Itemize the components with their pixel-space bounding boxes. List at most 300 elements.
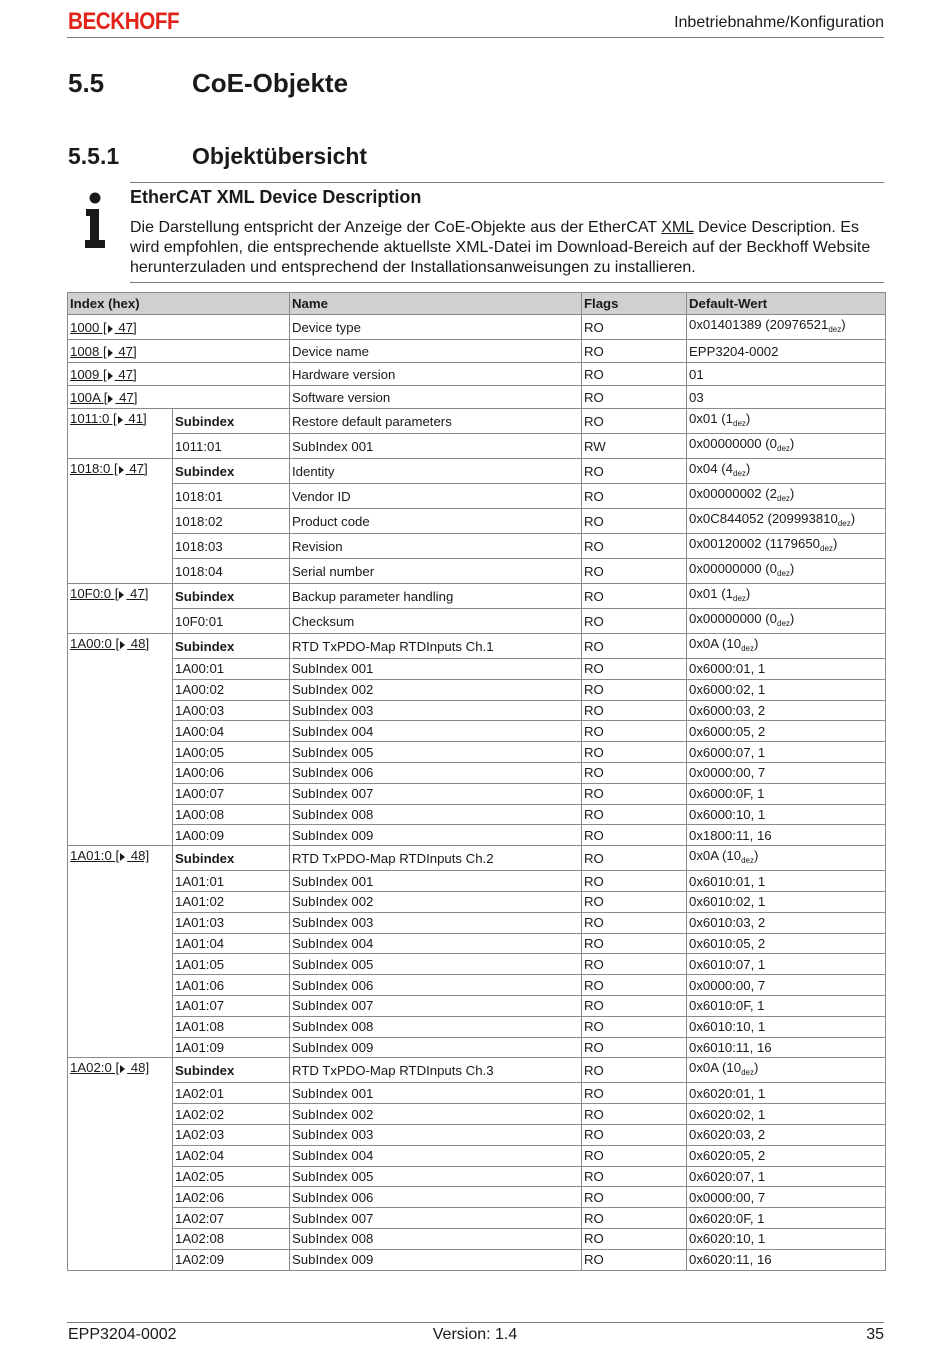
default-cell	[687, 1124, 886, 1145]
index-page: 47]	[114, 343, 137, 359]
default-close-paren: )	[753, 636, 759, 651]
index-value: 1000 [	[70, 319, 107, 335]
default-cell	[687, 825, 886, 846]
index-page: 48]	[127, 1060, 150, 1076]
flags-cell: RO	[582, 825, 687, 846]
table-row	[68, 1208, 886, 1229]
default-value: 0x6000:01, 1	[689, 661, 766, 677]
flags-cell: RO	[582, 721, 687, 742]
flags-cell: RO	[582, 995, 687, 1016]
table-row	[68, 721, 886, 742]
index-link[interactable]	[70, 367, 137, 382]
table-row	[68, 1228, 886, 1249]
default-value: 0x00120002 (1179650	[689, 536, 821, 551]
beckhoff-logo: BECKHOFF	[68, 8, 180, 35]
default-value: 0x6000:0F, 1	[689, 786, 765, 802]
index-cell	[68, 459, 173, 584]
subindex-cell: 1A01:08	[173, 1016, 290, 1037]
default-value: 0x01 (1	[689, 411, 733, 426]
index-page: 48]	[127, 636, 150, 651]
footer-divider	[67, 1322, 884, 1323]
default-value: 03	[689, 389, 704, 405]
name-cell: SubIndex 006	[290, 762, 582, 783]
default-cell	[687, 742, 886, 763]
name-cell: SubIndex 005	[290, 742, 582, 763]
name-cell: RTD TxPDO-Map RTDInputs Ch.3	[290, 1058, 582, 1083]
subindex-cell: Subindex	[173, 584, 290, 609]
default-value: 0x00000000 (0	[689, 611, 777, 626]
section-heading	[68, 68, 348, 99]
default-value: 0x6000:10, 1	[689, 806, 766, 822]
dez-subscript: dez	[820, 544, 833, 553]
table-row	[68, 933, 886, 954]
default-cell	[687, 804, 886, 825]
default-cell	[687, 484, 886, 509]
default-cell	[687, 1016, 886, 1037]
default-cell	[687, 509, 886, 534]
dez-subscript: dez	[828, 325, 842, 334]
dez-subscript: dez	[741, 644, 754, 653]
flags-cell: RO	[582, 340, 687, 363]
page-link-arrow-icon	[108, 395, 113, 403]
subindex-cell: 1A02:09	[173, 1249, 290, 1270]
name-cell: SubIndex 006	[290, 1187, 582, 1208]
name-cell: SubIndex 005	[290, 954, 582, 975]
flags-cell: RO	[582, 484, 687, 509]
subindex-cell: Subindex	[173, 846, 290, 871]
default-cell	[687, 891, 886, 912]
default-cell	[687, 584, 886, 609]
flags-cell: RO	[582, 634, 687, 659]
default-cell	[687, 762, 886, 783]
default-cell	[687, 700, 886, 721]
index-cell	[68, 340, 290, 363]
flags-cell: RO	[582, 783, 687, 804]
flags-cell: RO	[582, 846, 687, 871]
default-cell	[687, 559, 886, 584]
index-page: 48]	[127, 848, 150, 864]
table-row	[68, 340, 886, 363]
default-value: 0x6020:10, 1	[689, 1231, 766, 1247]
subindex-cell: 1A00:02	[173, 679, 290, 700]
default-value: 0x6020:02, 1	[689, 1106, 766, 1122]
table-row	[68, 584, 886, 609]
default-value: 0x00000000 (0	[689, 436, 777, 451]
table-row	[68, 954, 886, 975]
header-default: Default-Wert	[687, 293, 886, 315]
subindex-cell: 1A01:02	[173, 891, 290, 912]
header-flags: Flags	[582, 293, 687, 315]
default-cell	[687, 1037, 886, 1058]
flags-cell: RO	[582, 659, 687, 680]
index-cell	[68, 315, 290, 340]
name-cell: Device name	[290, 340, 582, 363]
default-cell	[687, 995, 886, 1016]
table-row	[68, 825, 886, 846]
name-cell: SubIndex 008	[290, 1016, 582, 1037]
table-row	[68, 559, 886, 584]
table-row	[68, 975, 886, 996]
default-cell	[687, 1187, 886, 1208]
table-row	[68, 534, 886, 559]
table-row	[68, 891, 886, 912]
subindex-cell: Subindex	[173, 409, 290, 434]
default-close-paren: )	[753, 848, 759, 864]
index-page: 47]	[114, 366, 137, 382]
default-cell	[687, 1058, 886, 1083]
index-value: 10F0:0 [	[70, 586, 119, 601]
subindex-cell: 1A00:05	[173, 742, 290, 763]
index-link[interactable]	[70, 390, 137, 405]
default-cell	[687, 871, 886, 892]
name-cell: SubIndex 008	[290, 804, 582, 825]
default-cell	[687, 954, 886, 975]
index-value: 1009 [	[70, 366, 107, 382]
default-close-paren: )	[841, 317, 846, 332]
default-value: 0x6000:05, 2	[689, 723, 766, 739]
default-value: 0x0000:00, 7	[689, 1189, 766, 1205]
name-cell: SubIndex 008	[290, 1228, 582, 1249]
default-close-paren: )	[789, 561, 795, 576]
note-title: EtherCAT XML Device Description	[130, 187, 422, 207]
flags-cell: RO	[582, 584, 687, 609]
table-row	[68, 1187, 886, 1208]
default-value: 0x1800:11, 16	[689, 827, 772, 843]
default-cell	[687, 783, 886, 804]
index-value: 1018:0 [	[70, 461, 118, 476]
note-text-after: Device Description. Es wird empfohlen, die entsprechende aktuellste XML-Datei im Download-Bereich auf der Beckhoff Website herunterzuladen und entsprechend der Installationsanweisungen zu installieren.	[130, 219, 871, 276]
name-cell: SubIndex 002	[290, 891, 582, 912]
default-cell	[687, 912, 886, 933]
index-link[interactable]	[70, 411, 147, 426]
table-row	[68, 995, 886, 1016]
default-close-paren: )	[745, 586, 751, 601]
note-divider-bottom	[130, 282, 884, 283]
header-name: Name	[290, 293, 582, 315]
index-page: 41]	[124, 411, 147, 426]
index-cell	[68, 386, 290, 409]
default-value: 0x01 (1	[689, 586, 733, 601]
table-row	[68, 484, 886, 509]
subindex-cell: 1A02:05	[173, 1166, 290, 1187]
name-cell: SubIndex 002	[290, 1104, 582, 1125]
table-row	[68, 804, 886, 825]
default-value: 0x6010:10, 1	[689, 1019, 766, 1035]
flags-cell: RO	[582, 1124, 687, 1145]
table-row	[68, 1145, 886, 1166]
flags-cell: RO	[582, 1145, 687, 1166]
subindex-cell: 1A02:01	[173, 1083, 290, 1104]
name-cell: SubIndex 001	[290, 871, 582, 892]
flags-cell: RO	[582, 679, 687, 700]
flags-cell: RO	[582, 1228, 687, 1249]
subindex-cell: 1A02:06	[173, 1187, 290, 1208]
table-row	[68, 846, 886, 871]
name-cell: SubIndex 007	[290, 783, 582, 804]
index-cell	[68, 584, 173, 634]
index-value: 100A [	[70, 389, 108, 405]
default-cell	[687, 459, 886, 484]
note-xml-link[interactable]: XML	[661, 219, 694, 236]
name-cell: Checksum	[290, 609, 582, 634]
flags-cell: RO	[582, 534, 687, 559]
index-cell	[68, 363, 290, 386]
index-link[interactable]	[70, 586, 148, 601]
table-row	[68, 315, 886, 340]
table-row	[68, 659, 886, 680]
name-cell: SubIndex 009	[290, 1037, 582, 1058]
name-cell: SubIndex 003	[290, 1124, 582, 1145]
table-row	[68, 742, 886, 763]
flags-cell: RO	[582, 559, 687, 584]
subindex-cell: 1A00:07	[173, 783, 290, 804]
table-body	[68, 315, 886, 1271]
page-link-arrow-icon	[119, 591, 124, 599]
dez-subscript: dez	[777, 569, 790, 578]
index-cell	[68, 409, 173, 459]
subindex-cell: 1A01:05	[173, 954, 290, 975]
dez-subscript: dez	[733, 594, 746, 603]
index-cell	[68, 634, 173, 846]
index-link[interactable]	[70, 1060, 149, 1075]
default-value: 0x0C844052 (209993810	[689, 511, 838, 526]
flags-cell: RO	[582, 1166, 687, 1187]
subindex-cell: 1018:03	[173, 534, 290, 559]
table-row	[68, 363, 886, 386]
note-text-before: Die Darstellung entspricht der Anzeige der CoE-Objekte aus der EtherCAT	[130, 219, 662, 236]
name-cell: RTD TxPDO-Map RTDInputs Ch.2	[290, 846, 582, 871]
table-row	[68, 609, 886, 634]
default-value: 0x6020:03, 2	[689, 1127, 766, 1143]
name-cell: Product code	[290, 509, 582, 534]
flags-cell: RO	[582, 742, 687, 763]
default-value: 0x6010:03, 2	[689, 915, 766, 931]
default-value: 0x6010:07, 1	[689, 956, 766, 972]
flags-cell: RO	[582, 1016, 687, 1037]
default-cell	[687, 315, 886, 340]
flags-cell: RO	[582, 1058, 687, 1083]
table-row	[68, 1083, 886, 1104]
dez-subscript: dez	[741, 1068, 754, 1078]
default-value: 0x0A (10	[689, 1060, 742, 1076]
default-value: 0x6010:01, 1	[689, 873, 766, 889]
index-value: 1011:0 [	[70, 411, 117, 426]
table-row	[68, 762, 886, 783]
default-cell	[687, 434, 886, 459]
table-row	[68, 386, 886, 409]
flags-cell: RO	[582, 315, 687, 340]
default-cell	[687, 1145, 886, 1166]
table-header-row	[68, 293, 886, 315]
index-link[interactable]	[70, 344, 137, 359]
subindex-cell: 1A01:01	[173, 871, 290, 892]
subindex-cell: 1A02:02	[173, 1104, 290, 1125]
subsection-heading	[68, 143, 367, 170]
name-cell: SubIndex 001	[290, 659, 582, 680]
flags-cell: RO	[582, 409, 687, 434]
name-cell: Revision	[290, 534, 582, 559]
name-cell: Hardware version	[290, 363, 582, 386]
default-value: 0x01401389 (20976521	[689, 317, 829, 332]
flags-cell: RO	[582, 933, 687, 954]
dez-subscript: dez	[777, 494, 790, 503]
subsection-number: 5.5.1	[68, 143, 120, 169]
subindex-cell: 1018:02	[173, 509, 290, 534]
default-value: 0x6020:0F, 1	[689, 1210, 765, 1226]
name-cell: SubIndex 004	[290, 933, 582, 954]
subindex-cell: 1A02:07	[173, 1208, 290, 1229]
index-value: 1A02:0 [	[70, 1060, 120, 1076]
index-page: 47]	[114, 319, 137, 335]
default-close-paren: )	[745, 461, 751, 476]
subindex-cell: Subindex	[173, 1058, 290, 1083]
dez-subscript: dez	[837, 519, 851, 528]
default-cell	[687, 386, 886, 409]
index-value: 1A00:0 [	[70, 636, 120, 651]
table-row	[68, 871, 886, 892]
name-cell: SubIndex 003	[290, 700, 582, 721]
page-link-arrow-icon	[108, 325, 113, 333]
dez-subscript: dez	[777, 444, 790, 453]
header-section-title: Inbetriebnahme/Konfiguration	[674, 14, 884, 31]
table-row	[68, 1249, 886, 1270]
default-close-paren: )	[753, 1060, 759, 1076]
note-divider-top	[130, 182, 884, 183]
default-value: 0x0A (10	[689, 848, 742, 864]
index-link[interactable]	[70, 320, 137, 335]
default-close-paren: )	[850, 511, 856, 526]
page-link-arrow-icon	[108, 372, 113, 380]
flags-cell: RO	[582, 1249, 687, 1270]
subindex-cell: 1018:01	[173, 484, 290, 509]
subindex-cell: 1018:04	[173, 559, 290, 584]
table-row	[68, 434, 886, 459]
flags-cell: RW	[582, 434, 687, 459]
name-cell: SubIndex 009	[290, 825, 582, 846]
table-row	[68, 1124, 886, 1145]
default-value: 0x0000:00, 7	[689, 765, 766, 781]
default-value: EPP3204-0002	[689, 343, 779, 359]
name-cell: SubIndex 006	[290, 975, 582, 996]
index-value: 1008 [	[70, 343, 107, 359]
default-value: 0x6020:05, 2	[689, 1148, 766, 1164]
default-cell	[687, 1208, 886, 1229]
default-cell	[687, 1166, 886, 1187]
table-row	[68, 634, 886, 659]
default-cell	[687, 634, 886, 659]
subindex-cell: Subindex	[173, 634, 290, 659]
name-cell: Restore default parameters	[290, 409, 582, 434]
table-row	[68, 1037, 886, 1058]
footer-page-number: 35	[866, 1326, 884, 1343]
table-row	[68, 700, 886, 721]
default-value: 0x0000:00, 7	[689, 977, 766, 993]
name-cell: Software version	[290, 386, 582, 409]
page-link-arrow-icon	[118, 416, 123, 424]
coe-object-table	[67, 292, 886, 1271]
default-value: 0x00000000 (0	[689, 561, 777, 576]
subindex-cell: 1A00:04	[173, 721, 290, 742]
default-cell	[687, 1249, 886, 1270]
default-value: 0x6010:02, 1	[689, 894, 766, 910]
index-link[interactable]	[70, 848, 149, 863]
flags-cell: RO	[582, 1187, 687, 1208]
index-link[interactable]	[70, 636, 149, 651]
default-close-paren: )	[789, 486, 795, 501]
subindex-cell: 1A00:03	[173, 700, 290, 721]
default-cell	[687, 363, 886, 386]
table-row	[68, 459, 886, 484]
subindex-cell: 1A00:01	[173, 659, 290, 680]
index-page: 47]	[126, 586, 149, 601]
flags-cell: RO	[582, 1104, 687, 1125]
flags-cell: RO	[582, 363, 687, 386]
note-text	[130, 218, 890, 278]
default-cell	[687, 1104, 886, 1125]
flags-cell: RO	[582, 509, 687, 534]
subindex-cell: 1A00:06	[173, 762, 290, 783]
flags-cell: RO	[582, 804, 687, 825]
flags-cell: RO	[582, 954, 687, 975]
name-cell: SubIndex 009	[290, 1249, 582, 1270]
name-cell: Serial number	[290, 559, 582, 584]
name-cell: SubIndex 003	[290, 912, 582, 933]
subindex-cell: 1A00:09	[173, 825, 290, 846]
table-row	[68, 912, 886, 933]
default-value: 0x04 (4	[689, 461, 733, 476]
default-cell	[687, 609, 886, 634]
flags-cell: RO	[582, 1083, 687, 1104]
flags-cell: RO	[582, 1037, 687, 1058]
default-cell	[687, 409, 886, 434]
default-cell	[687, 340, 886, 363]
dez-subscript: dez	[741, 856, 754, 866]
table-row	[68, 1058, 886, 1083]
name-cell: SubIndex 001	[290, 434, 582, 459]
default-cell	[687, 846, 886, 871]
index-link[interactable]	[70, 461, 148, 476]
subindex-cell: 10F0:01	[173, 609, 290, 634]
default-value: 0x6000:02, 1	[689, 682, 766, 698]
default-value: 0x6010:0F, 1	[689, 998, 765, 1014]
flags-cell: RO	[582, 459, 687, 484]
default-value: 0x0A (10	[689, 636, 742, 651]
index-page: 47]	[115, 389, 138, 405]
name-cell: RTD TxPDO-Map RTDInputs Ch.1	[290, 634, 582, 659]
table-row	[68, 1166, 886, 1187]
table-row	[68, 783, 886, 804]
flags-cell: RO	[582, 975, 687, 996]
flags-cell: RO	[582, 912, 687, 933]
dez-subscript: dez	[733, 419, 746, 428]
default-close-paren: )	[789, 436, 795, 451]
page-link-arrow-icon	[120, 853, 125, 861]
default-value: 0x6000:07, 1	[689, 744, 766, 760]
page-link-arrow-icon	[120, 1065, 125, 1073]
name-cell: Vendor ID	[290, 484, 582, 509]
default-value: 0x6010:11, 16	[689, 1039, 772, 1055]
name-cell: SubIndex 007	[290, 995, 582, 1016]
table-row	[68, 409, 886, 434]
name-cell: Identity	[290, 459, 582, 484]
default-cell	[687, 534, 886, 559]
name-cell: SubIndex 004	[290, 1145, 582, 1166]
dez-subscript: dez	[777, 619, 790, 628]
page-link-arrow-icon	[119, 466, 124, 474]
default-close-paren: )	[745, 411, 751, 426]
default-value: 0x00000002 (2	[689, 486, 777, 501]
flags-cell: RO	[582, 386, 687, 409]
